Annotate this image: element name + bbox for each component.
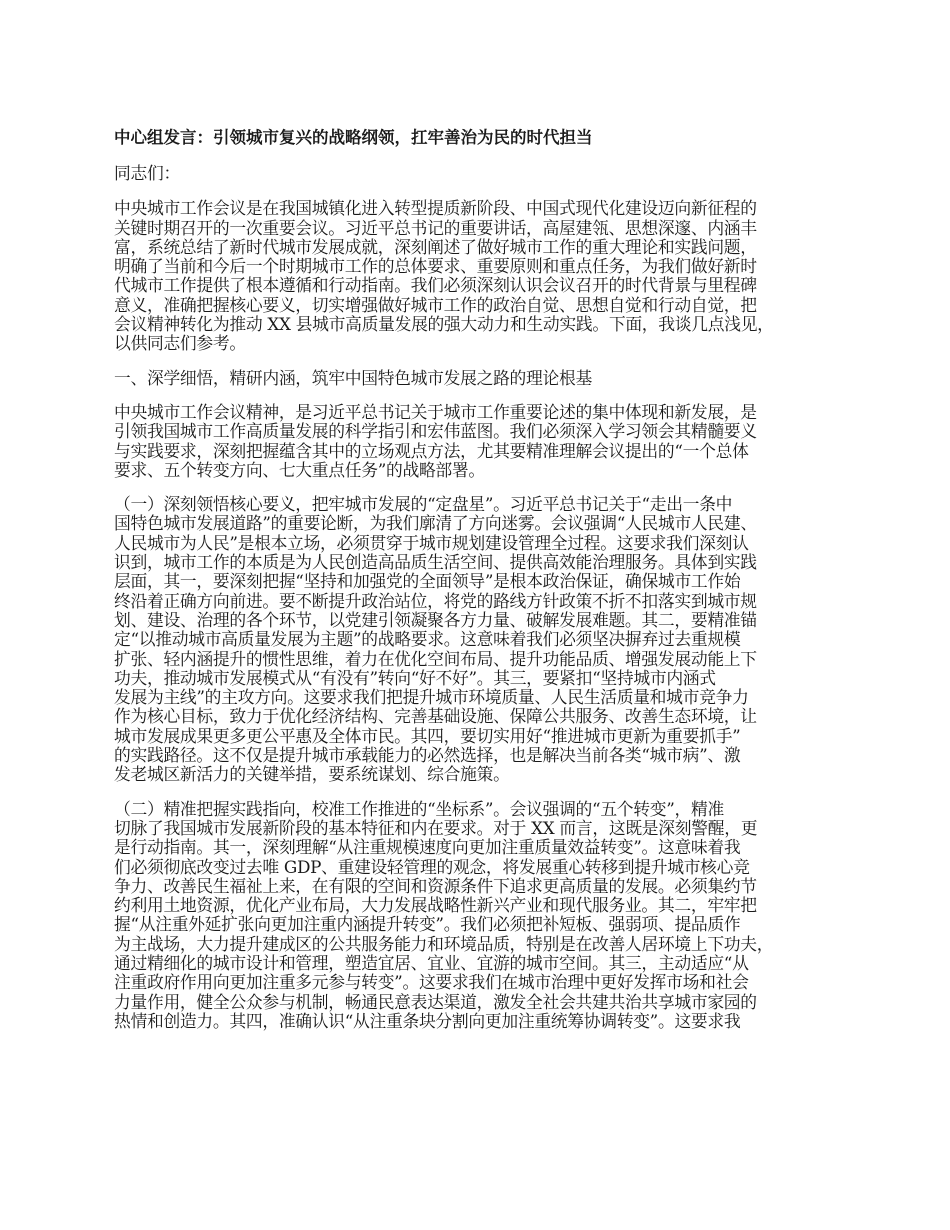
paragraph-intro	[114, 199, 844, 353]
text-line: 要求、五个转变方向、七大重点任务”的战略部署。	[114, 459, 485, 480]
text-line: 会议精神转化为推动 XX 县城市高质量发展的强大动力和生动实践。下面，我谈几点浅见，	[114, 314, 774, 335]
text-line: 通过精细化的城市设计和管理，塑造宜居、宜业、宜游的城市空间。其三，主动适应“从	[114, 952, 749, 973]
text-line: 以供同志们参考。	[114, 333, 246, 354]
document-title: 中心组发言：引领城市复兴的战略纲领，扛牢善治为民的时代担当	[114, 128, 593, 147]
text-line: 与实践要求，深刻把握蕴含其中的立场观点方法，尤其要精准理解会议提出的“一个总体	[114, 440, 749, 461]
paragraph-subsection-2	[114, 800, 844, 1032]
document-body	[114, 199, 844, 1031]
text-line: 们必须彻底改变过去唯 GDP、重建设轻管理的观念，将发展重心转移到提升城市核心竞	[114, 856, 750, 877]
text-line: 终沿着正确方向前进。要不断提升政治站位，将党的路线方针政策不折不扣落实到城市规	[114, 590, 757, 611]
text-line: 中央城市工作会议精神，是习近平总书记关于城市工作重要论述的集中体现和新发展，是	[114, 401, 757, 422]
text-line: 约利用土地资源，优化产业布局，大力发展战略性新兴产业和现代服务业。其二，牢牢把	[114, 895, 757, 916]
paragraph-section-1	[114, 403, 844, 480]
text-line: 城市发展成果更多更公平惠及全体市民。其四，要切实用好“推进城市更新为重要抓手”	[114, 725, 741, 746]
text-line: 扩张、轻内涵提升的惯性思维，着力在优化空间布局、提升功能品质、增强发展动能上下	[114, 648, 757, 669]
text-line: 一、深学细悟，精研内涵，筑牢中国特色城市发展之路的理论根基	[114, 367, 592, 388]
text-line: 是行动指南。其一，深刻理解“从注重规模速度向更加注重质量效益转变”。这意味着我	[114, 837, 741, 858]
text-line: （一）深刻领悟核心要义，把牢城市发展的“定盘星”。习近平总书记关于“走出一条中	[114, 494, 733, 515]
text-line: 富，系统总结了新时代城市发展成就，深刻阐述了做好城市工作的重大理论和实践问题，	[114, 236, 757, 257]
text-line: 为主战场，大力提升建成区的公共服务能力和环境品质，特别是在改善人居环境上下功夫，	[114, 933, 774, 954]
text-line: 识到，城市工作的本质是为人民创造高品质生活空间、提供高效能治理服务。具体到实践	[114, 552, 757, 573]
text-line: 中央城市工作会议是在我国城镇化进入转型提质新阶段、中国式现代化建设迈向新征程的	[114, 198, 757, 219]
text-line: 代城市工作提供了根本遵循和行动指南。我们必须深刻认识会议召开的时代背景与里程碑	[114, 275, 757, 296]
text-line: 意义，准确把握核心要义，切实增强做好城市工作的政治自觉、思想自觉和行动自觉，把	[114, 294, 757, 315]
text-line: 关键时期召开的一次重要会议。习近平总书记的重要讲话，高屋建瓴、思想深邃、内涵丰	[114, 217, 757, 238]
text-line: 注重政府作用向更加注重多元参与转变”。这要求我们在城市治理中更好发挥市场和社会	[114, 972, 749, 993]
text-line: 人民城市为人民”是根本立场，必须贯穿于城市规划建设管理全过程。这要求我们深刻认	[114, 532, 749, 553]
text-line: （二）精准把握实践指向，校准工作推进的“坐标系”。会议强调的“五个转变”，精准	[114, 798, 724, 819]
text-line: 切脉了我国城市发展新阶段的基本特征和内在要求。对于 XX 而言，这既是深刻警醒，更	[114, 817, 758, 838]
text-line: 层面，其一，要深刻把握“坚持和加强党的全面领导”是根本政治保证，确保城市工作始	[114, 571, 741, 592]
text-line: 的实践路径。这不仅是提升城市承载能力的必然选择，也是解决当前各类“城市病”、激	[114, 745, 741, 766]
document-page	[114, 128, 844, 1046]
text-line: 力量作用，健全公众参与机制，畅通民意表达渠道，激发全社会共建共治共享城市家园的	[114, 991, 757, 1012]
text-line: 发老城区新活力的关键举措，要系统谋划、综合施策。	[114, 764, 510, 785]
text-line: 定“以推动城市高质量发展为主题”的战略要求。这意味着我们必须坚决摒弃过去重规模	[114, 629, 741, 650]
text-line: 热情和创造力。其四，准确认识“从注重条块分割向更加注重统筹协调转变”。这要求我	[114, 1010, 741, 1031]
text-line: 争力、改善民生福祉上来，在有限的空间和资源条件下追求更高质量的发展。必须集约节	[114, 875, 757, 896]
text-line: 作为核心目标，致力于优化经济结构、完善基础设施、保障公共服务、改善生态环境，让	[114, 706, 757, 727]
text-line: 引领我国城市工作高质量发展的科学指引和宏伟蓝图。我们必须深入学习领会其精髓要义	[114, 421, 757, 442]
text-line: 明确了当前和今后一个时期城市工作的总体要求、重要原则和重点任务，为我们做好新时	[114, 256, 757, 277]
text-line: 国特色城市发展道路”的重要论断，为我们廓清了方向迷雾。会议强调“人民城市人民建、	[114, 513, 757, 534]
text-line: 发展为主线”的主攻方向。这要求我们把提升城市环境质量、人民生活质量和城市竞争力	[114, 687, 749, 708]
text-line: 握“从注重外延扩张向更加注重内涵提升转变”。我们必须把补短板、强弱项、提品质作	[114, 914, 741, 935]
section-heading-1	[114, 369, 844, 388]
text-line: 功夫，推动城市发展模式从“有没有”转向“好不好”。其三，要紧扣“坚持城市内涵式	[114, 667, 716, 688]
greeting: 同志们：	[114, 163, 180, 183]
paragraph-subsection-1	[114, 495, 844, 784]
text-line: 划、建设、治理的各个环节，以党建引领凝聚各方力量、破解发展难题。其二，要精准锚	[114, 609, 757, 630]
